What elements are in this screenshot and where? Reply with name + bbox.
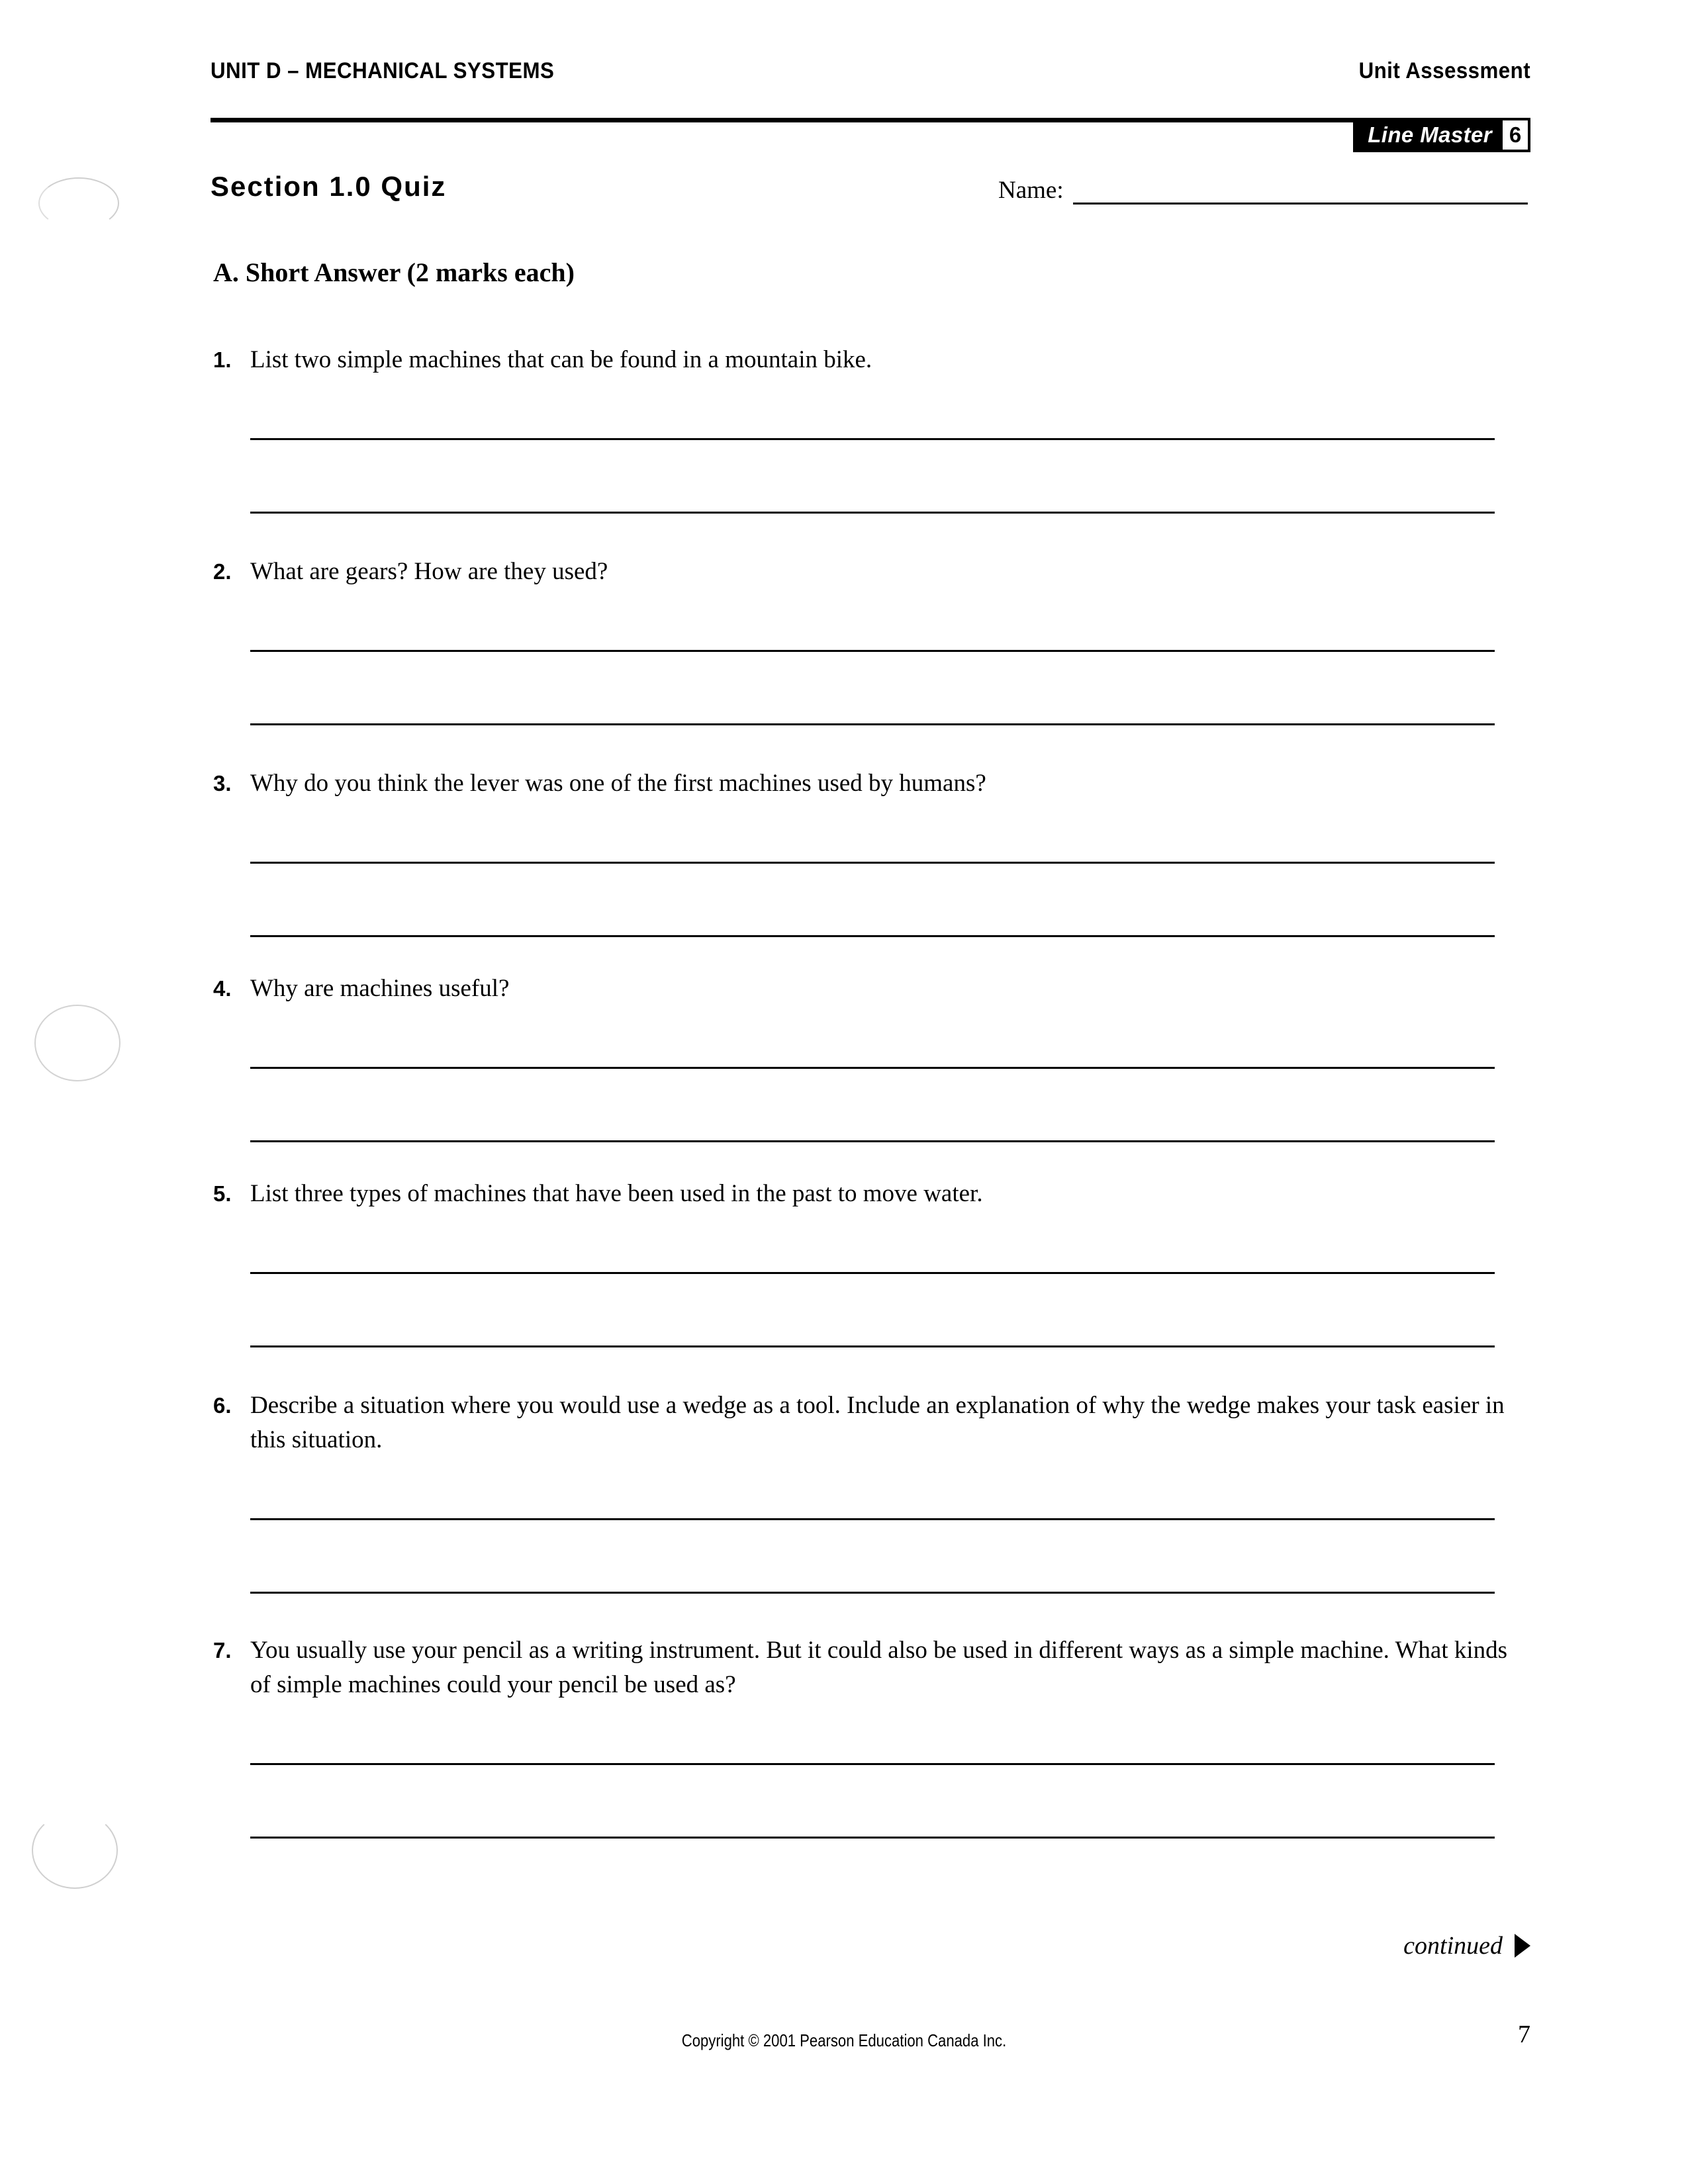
copyright-notice: Copyright © 2001 Pearson Education Canada Inc. — [681, 2030, 1007, 2050]
question-text: List two simple machines that can be found in a mountain bike. — [250, 346, 872, 373]
answer-line[interactable] — [250, 1589, 1495, 1594]
question-number: 1. — [213, 347, 232, 372]
name-field-group — [998, 176, 1528, 205]
question-number: 2. — [213, 559, 232, 584]
question-text: What are gears? How are they used? — [250, 558, 608, 585]
line-master-number: 6 — [1503, 120, 1528, 150]
unit-title: UNIT D – MECHANICAL SYSTEMS — [211, 58, 555, 83]
question-item — [213, 343, 1530, 514]
page-number: 7 — [1518, 2021, 1530, 2048]
question-header — [213, 972, 1530, 1006]
line-master-label: Line Master — [1368, 122, 1492, 147]
question-text: List three types of machines that have been used in the past to move water. — [250, 1180, 983, 1207]
question-header — [213, 1388, 1530, 1457]
answer-line[interactable] — [250, 1760, 1495, 1765]
page-header — [211, 58, 1530, 84]
answer-line[interactable] — [250, 859, 1495, 864]
question-item — [213, 555, 1530, 725]
answer-line[interactable] — [250, 1834, 1495, 1839]
question-number: 7. — [213, 1638, 232, 1662]
answer-line[interactable] — [250, 1269, 1495, 1274]
question-header — [213, 1177, 1530, 1211]
question-text: Describe a situation where you would use a wedge as a tool. Include an explanation of why the wedge makes your task easier in this situation. — [250, 1392, 1505, 1453]
hole-punch-artifact-top — [38, 177, 119, 229]
title-row — [211, 171, 1530, 217]
question-item — [213, 1177, 1530, 1347]
answer-line[interactable] — [250, 1343, 1495, 1347]
section-heading: A. Short Answer (2 marks each) — [213, 257, 575, 287]
hole-punch-artifact-bottom — [32, 1812, 118, 1889]
header-rule — [211, 118, 1530, 122]
question-item — [213, 972, 1530, 1142]
question-text: Why do you think the lever was one of the first machines used by humans? — [250, 770, 986, 797]
question-number: 5. — [213, 1181, 232, 1206]
answer-lines — [250, 589, 1495, 725]
question-item — [213, 766, 1530, 937]
right-arrow-icon — [1515, 1934, 1530, 1958]
question-item — [213, 1388, 1530, 1594]
answer-lines — [250, 801, 1495, 937]
answer-line[interactable] — [250, 721, 1495, 725]
answer-lines — [250, 1457, 1495, 1594]
answer-line[interactable] — [250, 933, 1495, 937]
question-text: You usually use your pencil as a writing instrument. But it could also be used in different ways as a simple machine. What kinds of simple machines could your pencil be used as? — [250, 1637, 1508, 1698]
continued-marker — [1403, 1931, 1530, 1960]
answer-lines — [250, 377, 1495, 514]
name-input-line[interactable] — [1073, 179, 1528, 205]
question-text: Why are machines useful? — [250, 975, 510, 1002]
question-header — [213, 555, 1530, 589]
question-header — [213, 1633, 1530, 1702]
answer-line[interactable] — [250, 1516, 1495, 1520]
answer-line[interactable] — [250, 1064, 1495, 1069]
line-master-badge — [1353, 118, 1530, 152]
question-number: 3. — [213, 771, 232, 796]
answer-lines — [250, 1211, 1495, 1347]
answer-line[interactable] — [250, 509, 1495, 514]
page-title: Section 1.0 Quiz — [211, 171, 447, 202]
question-item — [213, 1633, 1530, 1839]
answer-line[interactable] — [250, 435, 1495, 440]
question-header — [213, 343, 1530, 377]
answer-lines — [250, 1006, 1495, 1142]
answer-line[interactable] — [250, 1138, 1495, 1142]
hole-punch-artifact-middle — [34, 1005, 120, 1081]
continued-label: continued — [1403, 1932, 1503, 1960]
question-header — [213, 766, 1530, 801]
answer-line[interactable] — [250, 647, 1495, 652]
question-number: 4. — [213, 976, 232, 1001]
answer-lines — [250, 1702, 1495, 1839]
name-label: Name: — [998, 177, 1064, 204]
assessment-label: Unit Assessment — [1358, 58, 1530, 83]
question-number: 6. — [213, 1393, 232, 1418]
